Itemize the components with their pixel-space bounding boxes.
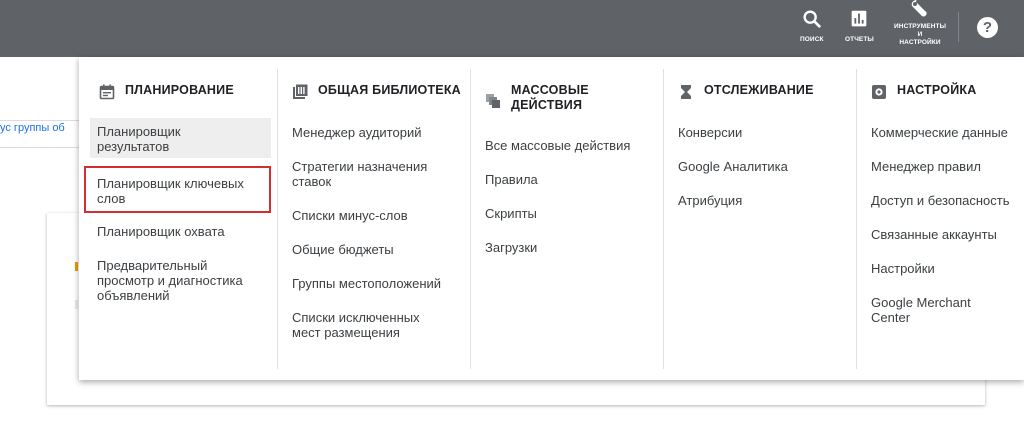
bar-chart-icon [848,8,870,30]
menu-item-negative-keyword-lists[interactable]: Списки минус-слов [292,208,408,223]
menu-item-preferences[interactable]: Настройки [871,261,935,276]
menu-column-shared-library [277,69,470,369]
background-status-link[interactable]: ус группы об [0,122,65,134]
settings-icon [871,84,887,100]
menu-column-title: ПЛАНИРОВАНИЕ [125,83,234,97]
menu-item-uploads[interactable]: Загрузки [485,240,538,255]
menu-item-google-analytics[interactable]: Google Аналитика [678,159,788,174]
menu-column-title: ОБЩАЯ БИБЛИОТЕКА [318,83,461,97]
menu-item-rules[interactable]: Правила [485,172,538,187]
menu-column-title: ОТСЛЕЖИВАНИЕ [704,83,814,97]
menu-item-access-security[interactable]: Доступ и безопасность [871,193,1010,208]
help-button[interactable]: ? [977,17,998,38]
menu-item-audience-manager[interactable]: Менеджер аудиторий [292,125,422,140]
calendar-icon [99,84,115,100]
menu-item-conversions[interactable]: Конверсии [678,125,743,140]
menu-column-settings [856,69,1024,369]
menu-item-bid-strategies[interactable]: Стратегии назначения ставок [292,159,428,189]
tools-settings-button[interactable] [894,0,946,47]
library-icon [292,84,308,100]
menu-column-header [871,83,976,100]
background-card-marker [75,300,78,309]
menu-item-google-merchant-center[interactable]: Google Merchant Center [871,295,971,325]
menu-column-bulk-actions [470,69,663,369]
menu-column-tracking [663,69,856,369]
search-icon [801,8,823,30]
menu-column-title: НАСТРОЙКА [897,83,977,97]
reports-button[interactable] [845,8,874,44]
menu-item-location-groups[interactable]: Группы местоположений [292,276,442,291]
tools-settings-label: ИНСТРУМЕНТЫ И НАСТРОЙКИ [894,23,947,46]
menu-item-placement-exclusion-lists[interactable]: Списки исключенных мест размещения [292,310,420,340]
menu-item-ad-preview-diagnosis[interactable]: Предварительный просмотр и диагностика объявлений [97,258,243,303]
menu-item-reach-planner[interactable]: Планировщик охвата [97,224,225,239]
menu-column-header [99,83,234,100]
wrench-icon [908,0,932,20]
tools-dropdown-panel [79,57,1024,380]
copy-icon [485,93,501,109]
menu-column-header [485,83,589,113]
menu-item-keyword-planner[interactable]: Планировщик ключевых слов [97,176,244,206]
menu-item-shared-budgets[interactable]: Общие бюджеты [292,242,394,257]
menu-item-rule-manager[interactable]: Менеджер правил [871,159,981,174]
menu-item-linked-accounts[interactable]: Связанные аккаунты [871,227,997,242]
menu-column-title: МАССОВЫЕ ДЕЙСТВИЯ [511,83,589,112]
reports-label: ОТЧЕТЫ [845,36,874,43]
background-card-marker [75,262,78,271]
menu-column-header [678,83,814,100]
menu-column-header [292,83,461,100]
menu-item-scripts[interactable]: Скрипты [485,206,537,221]
menu-item-all-bulk-actions[interactable]: Все массовые действия [485,138,631,153]
toolbar-divider [958,12,959,42]
menu-item-business-data[interactable]: Коммерческие данные [871,125,1008,140]
hourglass-icon [678,84,694,100]
menu-item-performance-planner[interactable]: Планировщик результатов [90,118,271,158]
search-label: ПОИСК [800,36,824,43]
search-button[interactable] [800,8,824,44]
menu-column-planning [79,69,277,369]
top-toolbar [0,0,1024,57]
menu-item-attribution[interactable]: Атрибуция [678,193,743,208]
